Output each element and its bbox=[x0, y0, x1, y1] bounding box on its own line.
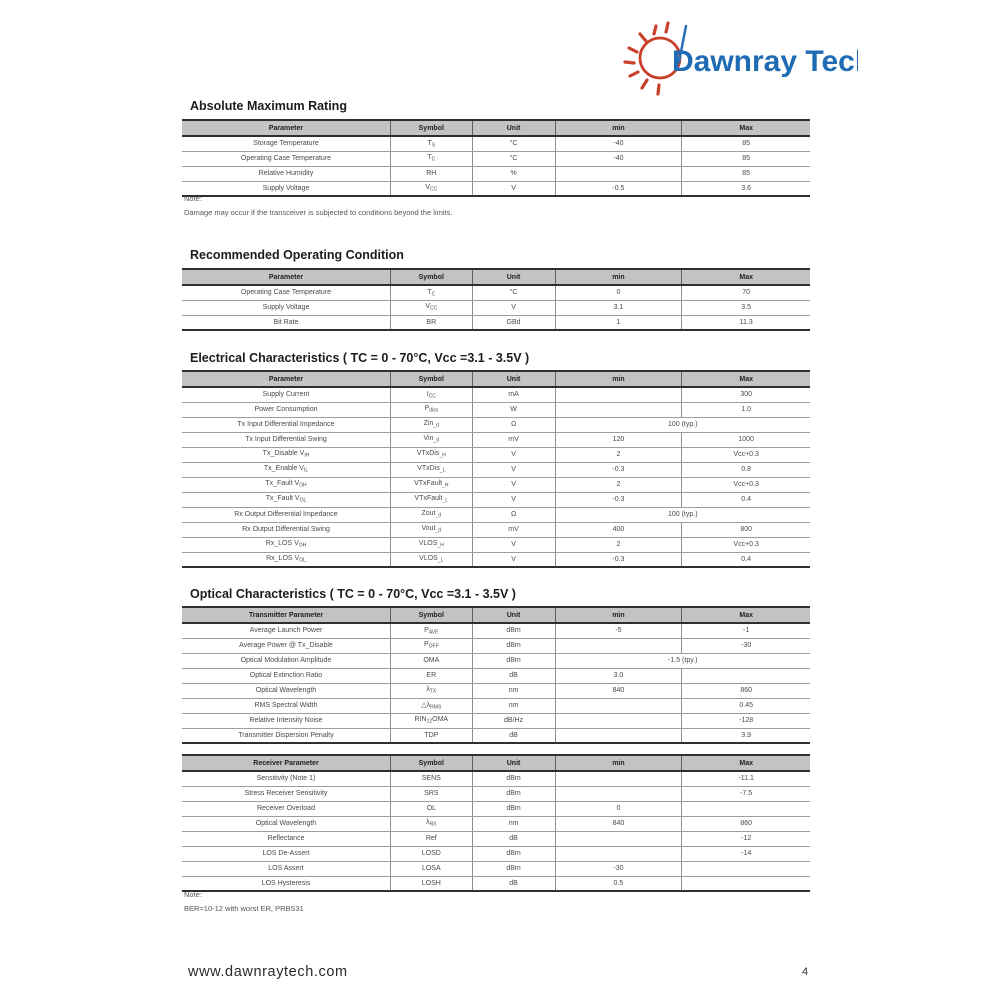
table-row bbox=[182, 492, 810, 507]
table-cell: OL bbox=[390, 801, 472, 816]
table-cell: 860 bbox=[682, 816, 810, 831]
column-header: Unit bbox=[472, 120, 555, 136]
receiver-note bbox=[184, 888, 304, 916]
table-cell: VTxDis$_{\_L}$ bbox=[390, 462, 472, 477]
table-row bbox=[182, 417, 810, 432]
table-cell: 3.5 bbox=[682, 300, 810, 315]
table-cell: Receiver Overload bbox=[182, 801, 390, 816]
table-cell: nm bbox=[472, 698, 555, 713]
column-header: Max bbox=[682, 371, 810, 387]
table-cell bbox=[555, 786, 682, 801]
table-cell: -128 bbox=[682, 713, 810, 728]
table-cell: Stress Receiver Sensitivity bbox=[182, 786, 390, 801]
abs-max-note bbox=[184, 192, 452, 220]
table-cell: W bbox=[472, 402, 555, 417]
column-header: Transmitter Parameter bbox=[182, 607, 390, 623]
electrical-characteristics-table bbox=[182, 370, 810, 568]
table-cell: -40 bbox=[555, 151, 682, 166]
table-cell: dB bbox=[472, 831, 555, 846]
table-cell: 3.6 bbox=[682, 181, 810, 196]
table-row bbox=[182, 522, 810, 537]
table-cell bbox=[555, 402, 682, 417]
note-label: Note: bbox=[184, 890, 202, 899]
table-cell: $\triangle\lambda_{RMS}$ bbox=[390, 698, 472, 713]
table-cell: Supply Current bbox=[182, 387, 390, 402]
table-header-row bbox=[182, 269, 810, 285]
table-cell: mV bbox=[472, 432, 555, 447]
table-cell: nm bbox=[472, 816, 555, 831]
table-cell: Reflectance bbox=[182, 831, 390, 846]
column-header: min bbox=[555, 120, 682, 136]
table-cell: BR bbox=[390, 315, 472, 330]
table-cell: 85 bbox=[682, 166, 810, 181]
table-row bbox=[182, 728, 810, 743]
table-cell: V bbox=[472, 462, 555, 477]
column-header: Parameter bbox=[182, 120, 390, 136]
table-cell: 0.45 bbox=[682, 698, 810, 713]
table-row bbox=[182, 623, 810, 638]
column-header: Max bbox=[682, 755, 810, 771]
table-cell: Zout$_{\_d}$ bbox=[390, 507, 472, 522]
table-cell: °C bbox=[472, 151, 555, 166]
table-cell: $P_{AVE}$ bbox=[390, 623, 472, 638]
table-cell: Tx_Enable $V_{IL}$ bbox=[182, 462, 390, 477]
table-cell: $P_{OFF}$ bbox=[390, 638, 472, 653]
table-cell: mA bbox=[472, 387, 555, 402]
table-cell: $V_{CC}$ bbox=[390, 181, 472, 196]
table-cell: Rx_LOS $V_{OL}$ bbox=[266, 555, 306, 564]
note-text: Damage may occur if the transceiver is subjected to conditions beyond the limits. bbox=[184, 208, 453, 217]
column-header: min bbox=[555, 607, 682, 623]
table-cell: Relative Humidity bbox=[182, 166, 390, 181]
table-cell: 3.9 bbox=[682, 728, 810, 743]
table-row bbox=[182, 713, 810, 728]
column-header: Symbol bbox=[390, 755, 472, 771]
table-cell: Tx Input Differential Impedance bbox=[182, 417, 390, 432]
table-cell: -11.1 bbox=[682, 771, 810, 786]
table-cell: Tx_Fault $V_{OH}$ bbox=[182, 477, 390, 492]
table-cell: 1 bbox=[555, 315, 682, 330]
table-cell: dB bbox=[472, 876, 555, 891]
table-cell: °C bbox=[472, 136, 555, 151]
table-cell: ER bbox=[390, 668, 472, 683]
table-cell: GBd bbox=[472, 315, 555, 330]
table-row bbox=[182, 151, 810, 166]
table-cell: Ref bbox=[390, 831, 472, 846]
table-cell: 0 bbox=[555, 285, 682, 300]
column-header: Symbol bbox=[390, 607, 472, 623]
column-header: Max bbox=[682, 607, 810, 623]
table-row bbox=[182, 507, 810, 522]
table-cell: -7.5 bbox=[682, 786, 810, 801]
table-cell: LOSA bbox=[390, 861, 472, 876]
table-cell bbox=[555, 846, 682, 861]
table-cell: -14 bbox=[682, 846, 810, 861]
table-cell bbox=[555, 698, 682, 713]
receiver-parameters-table bbox=[182, 754, 810, 892]
table-cell: $T_S$ bbox=[390, 136, 472, 151]
table-cell: -40 bbox=[555, 136, 682, 151]
table-cell: Bit Rate bbox=[273, 318, 299, 326]
table-cell bbox=[555, 728, 682, 743]
table-cell: dBm bbox=[472, 623, 555, 638]
table-cell: 85 bbox=[682, 136, 810, 151]
column-header: Unit bbox=[472, 607, 555, 623]
table-cell: V bbox=[472, 447, 555, 462]
table-cell: $V_{CC}$ bbox=[390, 300, 472, 315]
table-cell: Vin$_{\_d}$ bbox=[390, 432, 472, 447]
table-row bbox=[182, 537, 810, 552]
table-cell: dB bbox=[472, 668, 555, 683]
column-header: Parameter bbox=[182, 269, 390, 285]
table-cell: mV bbox=[472, 522, 555, 537]
table-cell bbox=[682, 876, 810, 891]
table-cell: -1 bbox=[682, 623, 810, 638]
table-row bbox=[182, 166, 810, 181]
column-header: Unit bbox=[472, 269, 555, 285]
logo-text: Dawnray Tech bbox=[672, 45, 858, 78]
table-cell: LOSD bbox=[390, 846, 472, 861]
column-header: Unit bbox=[472, 755, 555, 771]
table-row bbox=[182, 552, 810, 567]
table-cell: -30 bbox=[682, 638, 810, 653]
table-cell: Rx_LOS $V_{OH}$ bbox=[182, 537, 390, 552]
table-row bbox=[182, 136, 810, 151]
table-cell: Average Power @ Tx_Disable bbox=[182, 638, 390, 653]
table-cell: dBm bbox=[472, 861, 555, 876]
section-title-recommended-operating: Recommended Operating Condition bbox=[190, 248, 404, 262]
table-cell: dB/Hz bbox=[472, 713, 555, 728]
table-cell: 840 bbox=[555, 816, 682, 831]
table-cell: Vout$_{\_d}$ bbox=[390, 522, 472, 537]
table-cell bbox=[682, 801, 810, 816]
column-header: Max bbox=[682, 120, 810, 136]
table-cell: 0.4 bbox=[682, 552, 810, 567]
table-cell: Transmitter Dispersion Penalty bbox=[238, 731, 334, 739]
table-cell: -0.5 bbox=[555, 181, 682, 196]
table-cell: 0.8 bbox=[682, 462, 810, 477]
table-cell: 100 (typ.) bbox=[555, 417, 810, 432]
table-cell: $P_{diss}$ bbox=[390, 402, 472, 417]
table-cell bbox=[555, 638, 682, 653]
table-cell: LOSH bbox=[390, 876, 472, 891]
table-row bbox=[182, 402, 810, 417]
column-header: min bbox=[555, 371, 682, 387]
company-logo bbox=[618, 10, 858, 96]
table-cell: 2 bbox=[555, 477, 682, 492]
table-cell: 1000 bbox=[682, 432, 810, 447]
table-cell: 0.4 bbox=[682, 492, 810, 507]
table-header-row bbox=[182, 755, 810, 771]
table-cell: $T_C$ bbox=[390, 285, 472, 300]
table-row bbox=[182, 786, 810, 801]
section-title-electrical: Electrical Characteristics ( TC = 0 - 70°C, Vcc =3.1 - 3.5V ) bbox=[190, 351, 530, 365]
table-cell: 800 bbox=[682, 522, 810, 537]
column-header: Symbol bbox=[390, 269, 472, 285]
table-cell: Optical Wavelength bbox=[182, 683, 390, 698]
column-header: min bbox=[555, 269, 682, 285]
note-label: Note: bbox=[184, 194, 202, 203]
table-row bbox=[182, 861, 810, 876]
table-cell: $I_{CC}$ bbox=[390, 387, 472, 402]
absolute-maximum-table bbox=[182, 119, 810, 197]
table-cell: 2 bbox=[555, 537, 682, 552]
table-cell: 0.5 bbox=[555, 876, 682, 891]
table-cell: Vcc+0.3 bbox=[682, 447, 810, 462]
table-cell: LOS De-Assert bbox=[182, 846, 390, 861]
table-cell: VTxFault$_{\_H}$ bbox=[390, 477, 472, 492]
table-row bbox=[182, 683, 810, 698]
table-cell: V bbox=[472, 181, 555, 196]
table-cell: Vcc+0.3 bbox=[682, 537, 810, 552]
table-row bbox=[182, 846, 810, 861]
table-cell: RH bbox=[390, 166, 472, 181]
table-cell: Operating Case Temperature bbox=[182, 151, 390, 166]
table-cell bbox=[682, 668, 810, 683]
table-cell: 860 bbox=[682, 683, 810, 698]
column-header: Max bbox=[682, 269, 810, 285]
table-cell: Tx_Disable $V_{IH}$ bbox=[182, 447, 390, 462]
table-cell: VTxDis$_{\_H}$ bbox=[390, 447, 472, 462]
table-cell: 400 bbox=[555, 522, 682, 537]
table-cell: dB bbox=[472, 728, 555, 743]
table-cell: °C bbox=[472, 285, 555, 300]
table-cell: Relative Intensity Noise bbox=[182, 713, 390, 728]
table-cell: dBm bbox=[472, 786, 555, 801]
table-cell: Vcc+0.3 bbox=[682, 477, 810, 492]
table-cell: Optical Wavelength bbox=[182, 816, 390, 831]
table-cell: RMS Spectral Width bbox=[182, 698, 390, 713]
table-cell: LOS Assert bbox=[182, 861, 390, 876]
table-cell: Zin$_{\_d}$ bbox=[390, 417, 472, 432]
table-cell: Tx Input Differential Swing bbox=[182, 432, 390, 447]
table-cell: V bbox=[472, 300, 555, 315]
table-cell: Supply Voltage bbox=[262, 184, 310, 192]
table-row bbox=[182, 698, 810, 713]
table-cell bbox=[555, 387, 682, 402]
table-cell: LOS Hysteresis bbox=[261, 879, 311, 887]
table-cell: 3.0 bbox=[555, 668, 682, 683]
table-cell: -0.3 bbox=[555, 492, 682, 507]
table-header-row bbox=[182, 607, 810, 623]
table-cell: -1.5 (tpy.) bbox=[555, 653, 810, 668]
table-row bbox=[182, 771, 810, 786]
column-header: Unit bbox=[472, 371, 555, 387]
table-cell: V bbox=[472, 537, 555, 552]
table-row bbox=[182, 462, 810, 477]
transmitter-parameters-table bbox=[182, 606, 810, 744]
table-cell: SRS bbox=[390, 786, 472, 801]
table-row bbox=[182, 387, 810, 402]
table-row bbox=[182, 638, 810, 653]
column-header: Symbol bbox=[390, 120, 472, 136]
table-cell: VTxFault$_{\_L}$ bbox=[390, 492, 472, 507]
table-cell: SENS bbox=[390, 771, 472, 786]
table-row bbox=[182, 801, 810, 816]
table-cell: dBm bbox=[472, 846, 555, 861]
table-cell: TDP bbox=[390, 728, 472, 743]
table-row bbox=[182, 668, 810, 683]
table-cell bbox=[555, 166, 682, 181]
table-cell: V bbox=[472, 477, 555, 492]
table-row bbox=[182, 315, 810, 330]
table-cell: 0 bbox=[555, 801, 682, 816]
table-cell: % bbox=[472, 166, 555, 181]
table-cell: 1.0 bbox=[682, 402, 810, 417]
table-cell: -30 bbox=[555, 861, 682, 876]
table-cell: OMA bbox=[390, 653, 472, 668]
table-cell: Optical Modulation Amplitude bbox=[182, 653, 390, 668]
table-cell: dBm bbox=[472, 653, 555, 668]
note-text: BER=10-12 with worst ER, PRBS31 bbox=[184, 904, 304, 913]
table-row bbox=[182, 816, 810, 831]
table-cell: -5 bbox=[555, 623, 682, 638]
table-cell: Supply Voltage bbox=[182, 300, 390, 315]
table-cell: Power Consumption bbox=[182, 402, 390, 417]
table-header-row bbox=[182, 371, 810, 387]
table-cell: V bbox=[472, 492, 555, 507]
table-row bbox=[182, 653, 810, 668]
table-cell: 2 bbox=[555, 447, 682, 462]
table-cell bbox=[555, 831, 682, 846]
table-cell: $VLOS_{\_H}$ bbox=[390, 537, 472, 552]
sun-logo-icon bbox=[618, 10, 858, 96]
table-cell: Operating Case Temperature bbox=[182, 285, 390, 300]
table-cell: -12 bbox=[682, 831, 810, 846]
table-cell bbox=[555, 713, 682, 728]
table-cell: $RIN_{12}OMA$ bbox=[390, 713, 472, 728]
table-cell: nm bbox=[472, 683, 555, 698]
table-cell: $\lambda_{TX}$ bbox=[390, 683, 472, 698]
column-header: Symbol bbox=[390, 371, 472, 387]
table-cell: 100 (typ.) bbox=[555, 507, 810, 522]
column-header: Parameter bbox=[182, 371, 390, 387]
table-row bbox=[182, 432, 810, 447]
page-number: 4 bbox=[802, 966, 809, 978]
table-cell: 300 bbox=[682, 387, 810, 402]
table-cell: dBm bbox=[472, 771, 555, 786]
table-cell: 840 bbox=[555, 683, 682, 698]
table-cell: $VLOS_{\_L}$ bbox=[390, 552, 472, 567]
table-row bbox=[182, 831, 810, 846]
table-cell: Rx Output Differential Impedance bbox=[182, 507, 390, 522]
table-cell: 120 bbox=[555, 432, 682, 447]
section-title-optical: Optical Characteristics ( TC = 0 - 70°C, Vcc =3.1 - 3.5V ) bbox=[190, 587, 516, 601]
table-cell: Ω bbox=[472, 507, 555, 522]
table-cell: Rx Output Differential Swing bbox=[182, 522, 390, 537]
table-cell bbox=[555, 771, 682, 786]
table-cell: dBm bbox=[472, 801, 555, 816]
table-cell: -0.3 bbox=[555, 552, 682, 567]
footer-website: www.dawnraytech.com bbox=[188, 964, 348, 980]
column-header: Receiver Parameter bbox=[182, 755, 390, 771]
table-cell: -0.3 bbox=[555, 462, 682, 477]
table-row bbox=[182, 477, 810, 492]
table-cell: Sensitivity (Note 1) bbox=[182, 771, 390, 786]
column-header: min bbox=[555, 755, 682, 771]
table-row bbox=[182, 300, 810, 315]
table-cell bbox=[682, 861, 810, 876]
table-cell: 70 bbox=[682, 285, 810, 300]
table-cell: 3.1 bbox=[555, 300, 682, 315]
table-row bbox=[182, 447, 810, 462]
table-cell: Storage Temperature bbox=[182, 136, 390, 151]
table-cell: 85 bbox=[682, 151, 810, 166]
section-title-absolute-maximum: Absolute Maximum Rating bbox=[190, 99, 347, 113]
table-cell: Tx_Fault $V_{OL}$ bbox=[182, 492, 390, 507]
table-cell: $T_C$ bbox=[390, 151, 472, 166]
recommended-operating-table bbox=[182, 268, 810, 331]
table-header-row bbox=[182, 120, 810, 136]
table-cell: $\lambda_{RX}$ bbox=[390, 816, 472, 831]
table-cell: dBm bbox=[472, 638, 555, 653]
table-row bbox=[182, 285, 810, 300]
table-cell: V bbox=[472, 552, 555, 567]
table-cell: Average Launch Power bbox=[182, 623, 390, 638]
table-cell: Optical Extinction Ratio bbox=[182, 668, 390, 683]
table-cell: Ω bbox=[472, 417, 555, 432]
table-cell: 11.3 bbox=[682, 315, 810, 330]
